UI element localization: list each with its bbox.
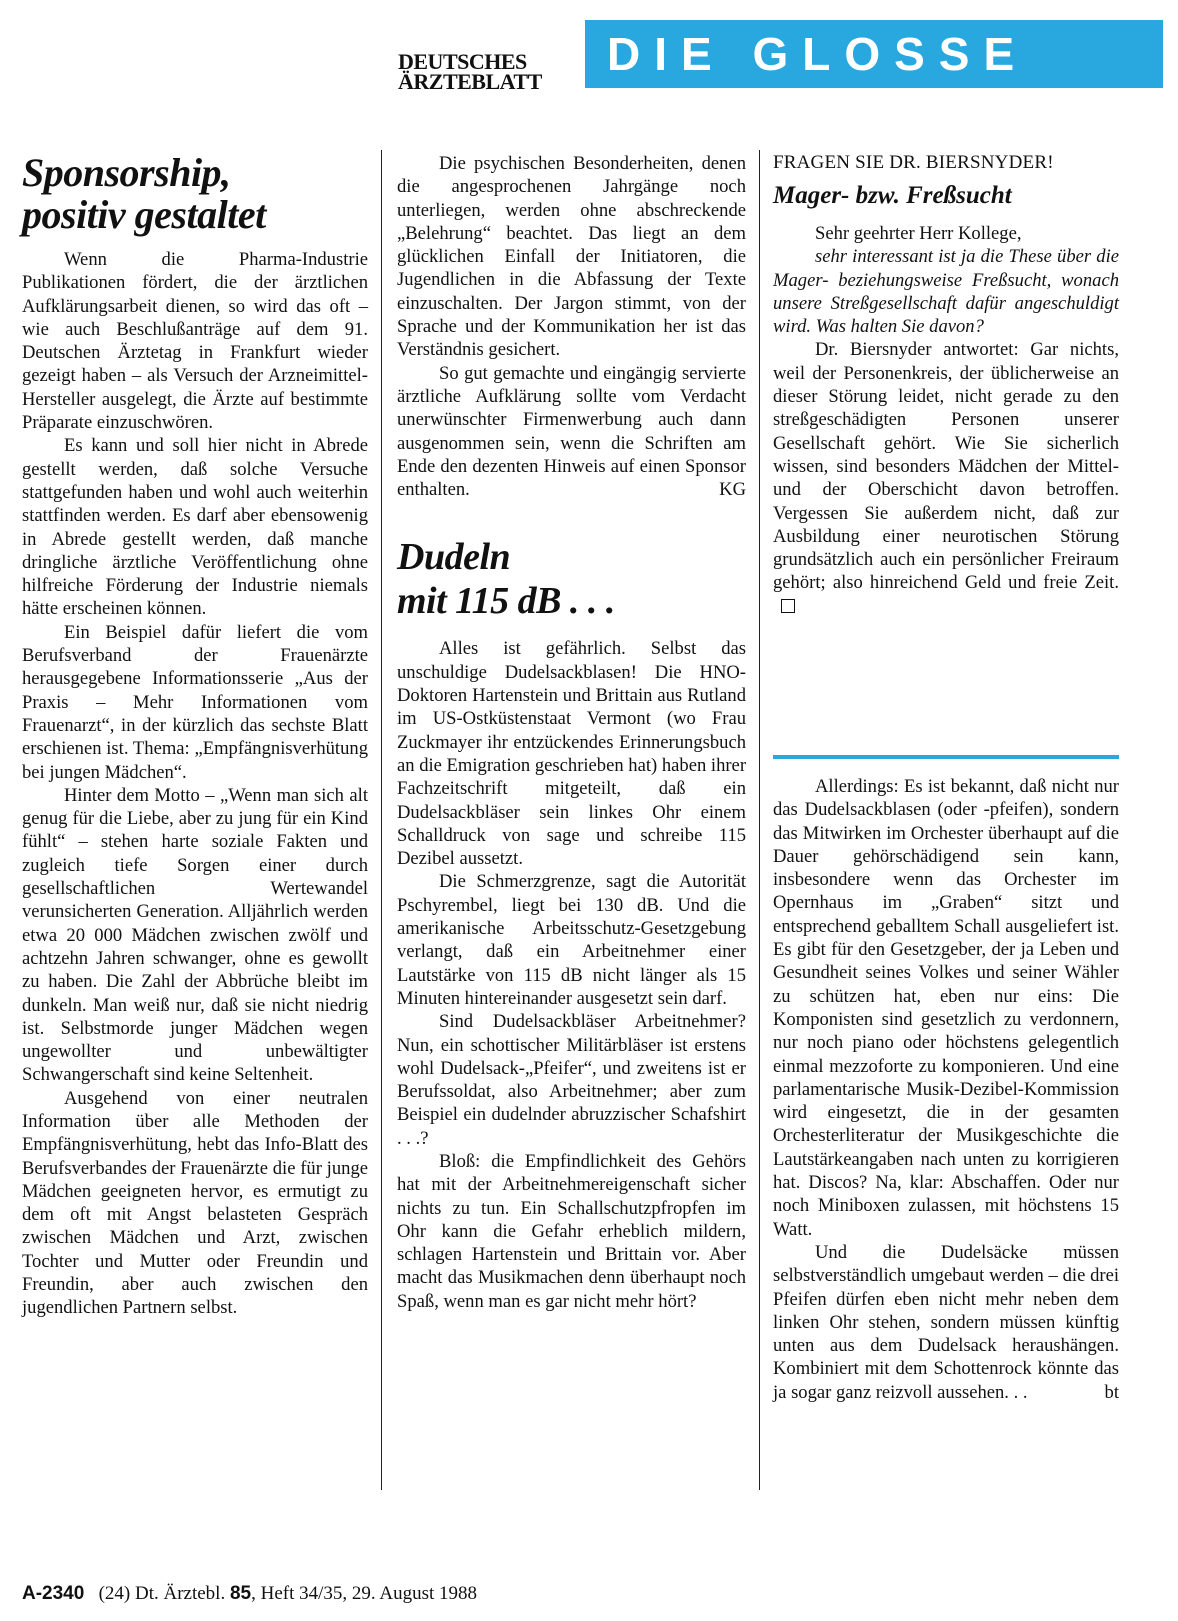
section-separator [773,755,1119,759]
page-number: A-2340 [22,1583,85,1604]
column-1 [22,152,368,1320]
article1-title-line1: Sponsorship, [22,150,231,195]
masthead-logo [398,49,573,94]
article3-headline: Mager- bzw. Freßsucht [773,182,1012,209]
article2-paragraph-text: Und die Dudelsäcke müssen selbstverständlich umgebaut werden – die drei Pfeifen dürfen eben nicht mehr neben dem linken Ohr stehen, sondern müssen künftig unten aus dem Dudelsack heraushängen. Kombiniert mit dem Schottenrock könnte das ja sogar ganz reizvoll aussehen. . . [773,1241,1119,1403]
article1-paragraph-last [397,362,746,502]
article2-paragraph: Die Schmerzgrenze, sagt die Autorität Pschyrembel, liegt bei 130 dB. Und die amerikanische Arbeitsschutz-Gesetzgebung verlangt, daß ein Arbeitnehmer einer Lautstärke von 115 dB nicht länger als 15 Minuten hintereinander ausgesetzt sein darf. [397,871,746,1009]
column-3 [773,152,1119,618]
column-2 [397,152,746,1313]
article1-signature: KG [719,479,746,501]
article1-paragraph-text: So gut gemachte und eingängig servierte ärztliche Aufklärung sollte vom Verdacht unerwünschter Firmenwerbung auch dann ausgenommen sein, wenn die Schriften am Ende den dezenten Hinweis auf einen Sponsor enthalten. [397,362,746,501]
citation-volume: 85 [229,1583,252,1604]
article3-answer-text: Dr. Biersnyder antwortet: Gar nichts, weil der Personenkreis, der üblicherweise an dieser Störung leidet, nicht gerade zu den streßgeschädigten Personen unserer Gesellschaft gehört. Wie Sie sicherlich wissen, sind besonders Mädchen der Mittel- und der Oberschicht davon betroffen. Vergessen Sie außerdem nicht, daß zur Ausbildung einer neurotischen Störung grundsätzlich auch ein persönlicher Freiraum gehört; also hinreichend Geld und freie Zeit. [773,339,1119,594]
masthead-line1: DEUTSCHES [398,49,527,74]
citation-post: , Heft 34/35, 29. August 1988 [251,1583,477,1604]
page-footer [22,1583,477,1605]
column-divider-2 [759,150,760,1490]
article2-paragraph: Alles ist gefährlich. Selbst das unschuldige Dudelsackblasen! Die HNO-Doktoren Hartenstein und Brittain aus Rutland im US-Ostküstenstaat Vermont (wo Frau Zuckmayer ihr entzückendes Erinnerungsbuch an die Emigration geschrieben hat) haben ihrer Fachzeitschrift mitgeteilt, daß ein Dudelsackbläser sein linkes Ohr einem Schalldruck von sage und schreibe 115 Dezibel aussetzt. [397,638,747,870]
citation-pre: (24) Dt. Ärztebl. [98,1583,226,1604]
article1-paragraph: Ein Beispiel dafür liefert die vom Berufsverband der Frauenärzte herausgegebene Informationsserie „Aus der Praxis – Mehr Informationen vom Frauenarzt“, in der kürzlich das sechste Blatt erschienen ist. Thema: „Empfängnisverhütung bei jungen Mädchen“. [22,621,368,783]
masthead-line2: ÄRZTEBLATT [398,69,542,94]
article2-headline [397,535,746,623]
article3-salutation: Sehr geehrter Herr Kollege, [815,223,1022,244]
section-banner [585,20,1163,88]
article2-paragraph: Sind Dudelsackbläser Arbeitnehmer? Nun, ein schottischer Militärbläser ist erstens wohl Dudelsack-„Pfeifer“, und zweitens ist er Berufssoldat, also Arbeitnehmer; aber zum Beispiel ein dudelnder abruzzischer Schafshirt . . .? [397,1011,746,1149]
article3-question-text: sehr interessant ist ja die These über die Mager- beziehungsweise Freßsucht, wonach unsere Streßgesellschaft dafür angeschuldigt wird. Was halten Sie davon? [773,246,1119,338]
article2-title-line2: mit 115 dB . . . [397,580,615,623]
article1-title-line2: positiv gestaltet [22,192,266,237]
end-mark-icon [781,599,795,613]
article3-kicker: FRAGEN SIE DR. BIERSNYDER! [773,152,1054,173]
article1-paragraph: Hinter dem Motto – „Wenn man sich alt genug für die Liebe, aber zu jung für ein Kind fühlt“ – stehen harte soziale Fakten und zugleich tiefe Sorgen einer durch gesellschaftlichen Wertewandel verunsicherten Generation. Alljährlich werden etwa 20 000 Mädchen zwischen zwölf und achtzehn Jahren schwanger, ohne es gewollt zu haben. Die Zahl der Abbrüche bleibt im dunkeln. Man weiß nur, daß sie nicht niedrig ist. Selbstmorde junger Mädchen wegen ungewollter und unbewältigter Schwangerschaft sind keine Seltenheit. [22,784,368,1086]
column-divider-1 [381,150,382,1490]
article1-paragraph: Wenn die Pharma-Industrie Publikationen fördert, die der ärztlichen Aufklärungsarbeit dienen, so wird das oft – wie auch Beschlußanträge auf dem 91. Deutschen Ärztetag in Frankfurt wieder gezeigt haben – als Versuch der Arzneimittel-Hersteller ausgelegt, die Ärzte auf bestimmte Präparate einzuschwören. [22,249,368,434]
article3-answer [773,338,1119,618]
column-3-continuation [773,775,1119,1404]
article1-paragraph: Ausgehend von einer neutralen Information über alle Methoden der Empfängnisverhütung, hebt das Info-Blatt des Berufsverbandes der Frauenärzte die für junge Mädchen geeigneten hervor, es ermutigt zu dem oft mit Angst belasteten Gespräch zwischen Mädchen und Arzt, zwischen Tochter und Mutter oder Freundin und Freundin, aber auch zwischen den jugendlichen Partnern selbst. [22,1087,368,1319]
article2-signature: bt [1104,1381,1119,1403]
section-title: DIE GLOSSE [607,28,1029,80]
article2-paragraph: Bloß: die Empfindlichkeit des Gehörs hat mit der Arbeitnehmereigenschaft sicher nichts zu tun. Ein Schallschutzpfropfen im Ohr kann die Gefahr erheblich mildern, schlagen Hartenstein und Brittain vor. Aber macht das Musikmachen denn überhaupt noch Spaß, wenn man es gar nicht mehr hört? [397,1150,746,1312]
article3-question [773,245,1119,338]
article2-paragraph-last [773,1241,1119,1404]
article1-paragraph: Es kann und soll hier nicht in Abrede gestellt werden, daß solche Versuche stattgefunden haben und wohl auch weiterhin stattfinden werden. Es darf aber ebensowenig in Abrede gestellt werden, daß manche dringliche ärztliche Veröffentlichung ohne hilfreiche Förderung der Industrie niemals hätte erscheinen können. [22,435,368,620]
article2-title-line1: Dudeln [397,536,511,579]
article1-headline [22,152,368,236]
article2-paragraph: Allerdings: Es ist bekannt, daß nicht nur das Dudelsackblasen (oder -pfeifen), sondern das Mitwirken im Orchester überhaupt auf die Dauer gehörschädigend sein kann, insbesondere wenn das Orchester im Opernhaus im „Graben“ sitzt und entsprechend geballtem Schall ausgeliefert ist. Es gibt für den Gesetzgeber, der ja Leben und Gesundheit seines Volkes und seiner Wähler zu schützen hat, eben nur eins: Die Komponisten sind gesetzlich zu verdonnern, nur noch piano oder höchstens gelegentlich einmal mezzoforte zu komponieren. Und eine parlamentarische Musik-Dezibel-Kommission wird eingesetzt, die in der gesamten Orchesterliteratur der Musikgeschichte die Lautstärkeangaben nach unten zu korrigieren hat. Discos? Na, klar: Abschaffen. Oder nur noch Miniboxen zulassen, mit höchstens 15 Watt. [773,776,1119,1240]
article1-paragraph: Die psychischen Besonderheiten, denen die angesprochenen Jahrgänge noch unterliegen, werden ohne abschreckende „Belehrung“ beachtet. Das liegt an dem glücklichen Einfall der Initiatoren, die Jugendlichen in die Abfassung der Texte einzuschalten. Der Jargon stimmt, von der Sprache und der Kommunikation her ist das Verständnis gesichert. [397,153,746,361]
